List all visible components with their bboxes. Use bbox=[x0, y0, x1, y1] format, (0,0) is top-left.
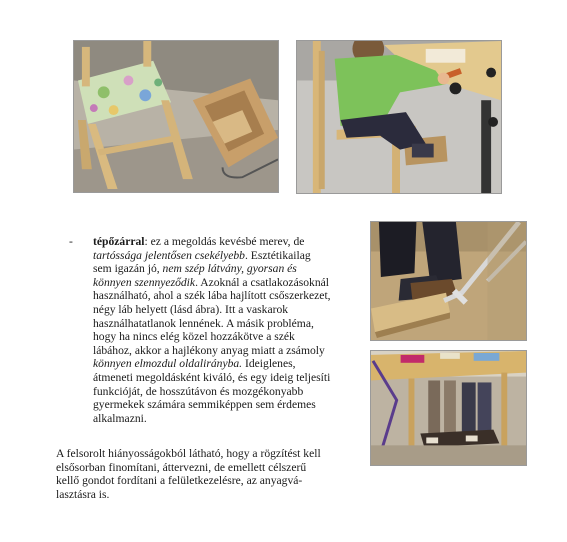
photo-child-at-table bbox=[296, 40, 502, 194]
text-run: Ideiglenes, bbox=[242, 357, 296, 371]
bullet-line bbox=[93, 317, 369, 331]
text-run: négy láb helyett (lásd ábra). Itt a vaskarok bbox=[93, 302, 289, 316]
bullet-line bbox=[93, 371, 369, 385]
text-run: funkcióját, de hosszútávon és mozgékonyabb bbox=[93, 384, 304, 398]
bold-run: tépőzárral bbox=[93, 235, 145, 248]
text-run: lábához, akkor a hajlékony anyag miatt a zsámoly bbox=[93, 343, 325, 357]
bullet-line bbox=[93, 344, 369, 358]
text-run: . Azoknál a csatlakozásoknál bbox=[195, 275, 329, 289]
bullet-line bbox=[93, 385, 369, 399]
bullet-line bbox=[93, 357, 369, 371]
text-run: alkalmazni. bbox=[93, 411, 147, 425]
bullet-line bbox=[93, 398, 369, 412]
bullet-dash: - bbox=[69, 235, 73, 248]
italic-run: tartóssága jelentősen csekélyebb bbox=[93, 248, 245, 262]
bullet-line bbox=[93, 303, 369, 317]
text-run: : ez a megoldás kevésbé merev, de bbox=[144, 235, 305, 248]
text-run: használhatatlanok lennének. A másik probléma, bbox=[93, 316, 314, 330]
summary-line: A felsorolt hiányosságokból látható, hogy a rögzítést kell bbox=[56, 447, 321, 460]
bullet-line bbox=[93, 289, 369, 303]
bullet-line bbox=[93, 330, 369, 344]
text-run: átmeneti megoldásként kiváló, és egy ideig teljesíti bbox=[93, 370, 331, 384]
text-run: hogy ha nincs elég közel hozzákötve a szék bbox=[93, 330, 295, 344]
bullet-line bbox=[93, 262, 369, 276]
bullet-line bbox=[93, 276, 369, 290]
bullet-line bbox=[93, 412, 369, 426]
photo-classroom-table bbox=[370, 350, 527, 466]
summary-line: lasztásra is. bbox=[56, 487, 110, 501]
italic-run: könnyen elmozdul oldalirányba. bbox=[93, 357, 243, 371]
summary-line: kellő gondot fordítani a felületkezelésre, az anyagvá- bbox=[56, 474, 303, 488]
summary-line: elsősorban finomítani, áttervezni, de emellett célszerű bbox=[56, 460, 307, 474]
bullet-line bbox=[93, 235, 369, 249]
text-run: gyermekek számára semmiképpen sem érdemes bbox=[93, 398, 316, 412]
italic-run: könnyen szennyeződik bbox=[93, 275, 196, 289]
text-run: . Esztétikailag bbox=[244, 248, 311, 262]
bullet-line bbox=[93, 249, 369, 263]
italic-run: nem szép látvány, gyorsan és bbox=[162, 262, 297, 276]
photo-chair-with-footrest bbox=[73, 40, 279, 193]
bullet-paragraph bbox=[69, 235, 369, 425]
bullet-text bbox=[93, 235, 369, 425]
text-run: sem igazán jó, bbox=[93, 262, 163, 276]
summary-paragraph bbox=[56, 447, 366, 501]
text-run: használható, ahol a szék lába hajlított csőszerkezet, bbox=[93, 289, 331, 303]
photo-feet-on-footrest bbox=[370, 221, 527, 341]
